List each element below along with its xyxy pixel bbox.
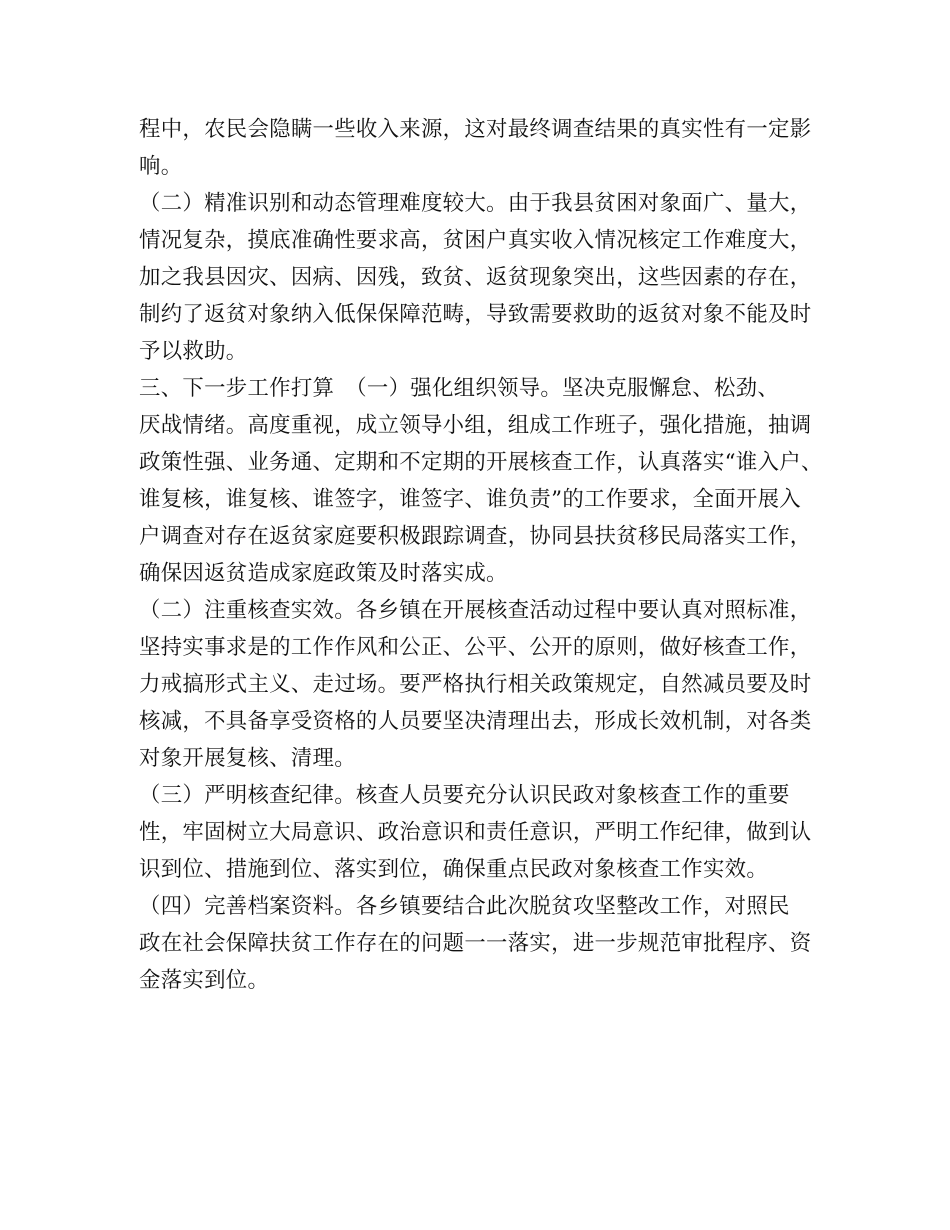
text-line: 予以救助。 [139, 339, 248, 364]
text-line: 核减，不具备享受资格的人员要坚决清理出去，形成长效机制，对各类 [139, 709, 812, 734]
text-line: 性，牢固树立大局意识、政治意识和责任意识，严明工作纪律，做到认 [139, 820, 812, 845]
text-line: 制约了返贫对象纳入低保保障范畴，导致需要救助的返贫对象不能及时 [139, 302, 812, 327]
text-line: 加之我县因灾、因病、因残，致贫、返贫现象突出，这些因素的存在， [139, 265, 812, 290]
text-line: 金落实到位。 [139, 968, 270, 993]
text-line: 响。 [139, 154, 183, 179]
text-line: （二）精准识别和动态管理难度较大。由于我县贫困对象面广、量大， [139, 191, 812, 216]
text-line: 情况复杂，摸底准确性要求高，贫困户真实收入情况核定工作难度大， [139, 228, 812, 253]
text-line: 对象开展复核、清理。 [139, 746, 356, 771]
text-line: 户调查对存在返贫家庭要积极跟踪调查，协同县扶贫移民局落实工作， [139, 524, 812, 549]
text-line: 识到位、措施到位、落实到位，确保重点民政对象核查工作实效。 [139, 857, 769, 882]
text-line: 厌战情绪。高度重视，成立领导小组，组成工作班子，强化措施，抽调 [139, 413, 812, 438]
text-line: 坚持实事求是的工作作风和公正、公平、公开的原则，做好核查工作， [139, 635, 812, 660]
text-line: （二）注重核查实效。各乡镇在开展核查活动过程中要认真对照标准， [139, 598, 812, 623]
document-body [139, 111, 829, 999]
text-line: 力戒搞形式主义、走过场。要严格执行相关政策规定，自然减员要及时 [139, 672, 812, 697]
text-line: （四）完善档案资料。各乡镇要结合此次脱贫攻坚整改工作，对照民 [139, 894, 790, 919]
text-line: 谁复核，谁复核、谁签字，谁签字、谁负责”的工作要求，全面开展入 [139, 487, 801, 512]
section-heading-line: 三、下一步工作打算 （一）强化组织领导。坚决克服懈怠、松劲、 [139, 376, 780, 401]
text-line: 政策性强、业务通、定期和不定期的开展核查工作，认真落实“谁入户、 [139, 450, 823, 475]
text-line: 程中，农民会隐瞒一些收入来源，这对最终调查结果的真实性有一定影 [139, 117, 812, 142]
text-line: 确保因返贫造成家庭政策及时落实成。 [139, 561, 508, 586]
text-line: 政在社会保障扶贫工作存在的问题一一落实，进一步规范审批程序、资 [139, 931, 812, 956]
text-line: （三）严明核查纪律。核查人员要充分认识民政对象核查工作的重要 [139, 783, 790, 808]
